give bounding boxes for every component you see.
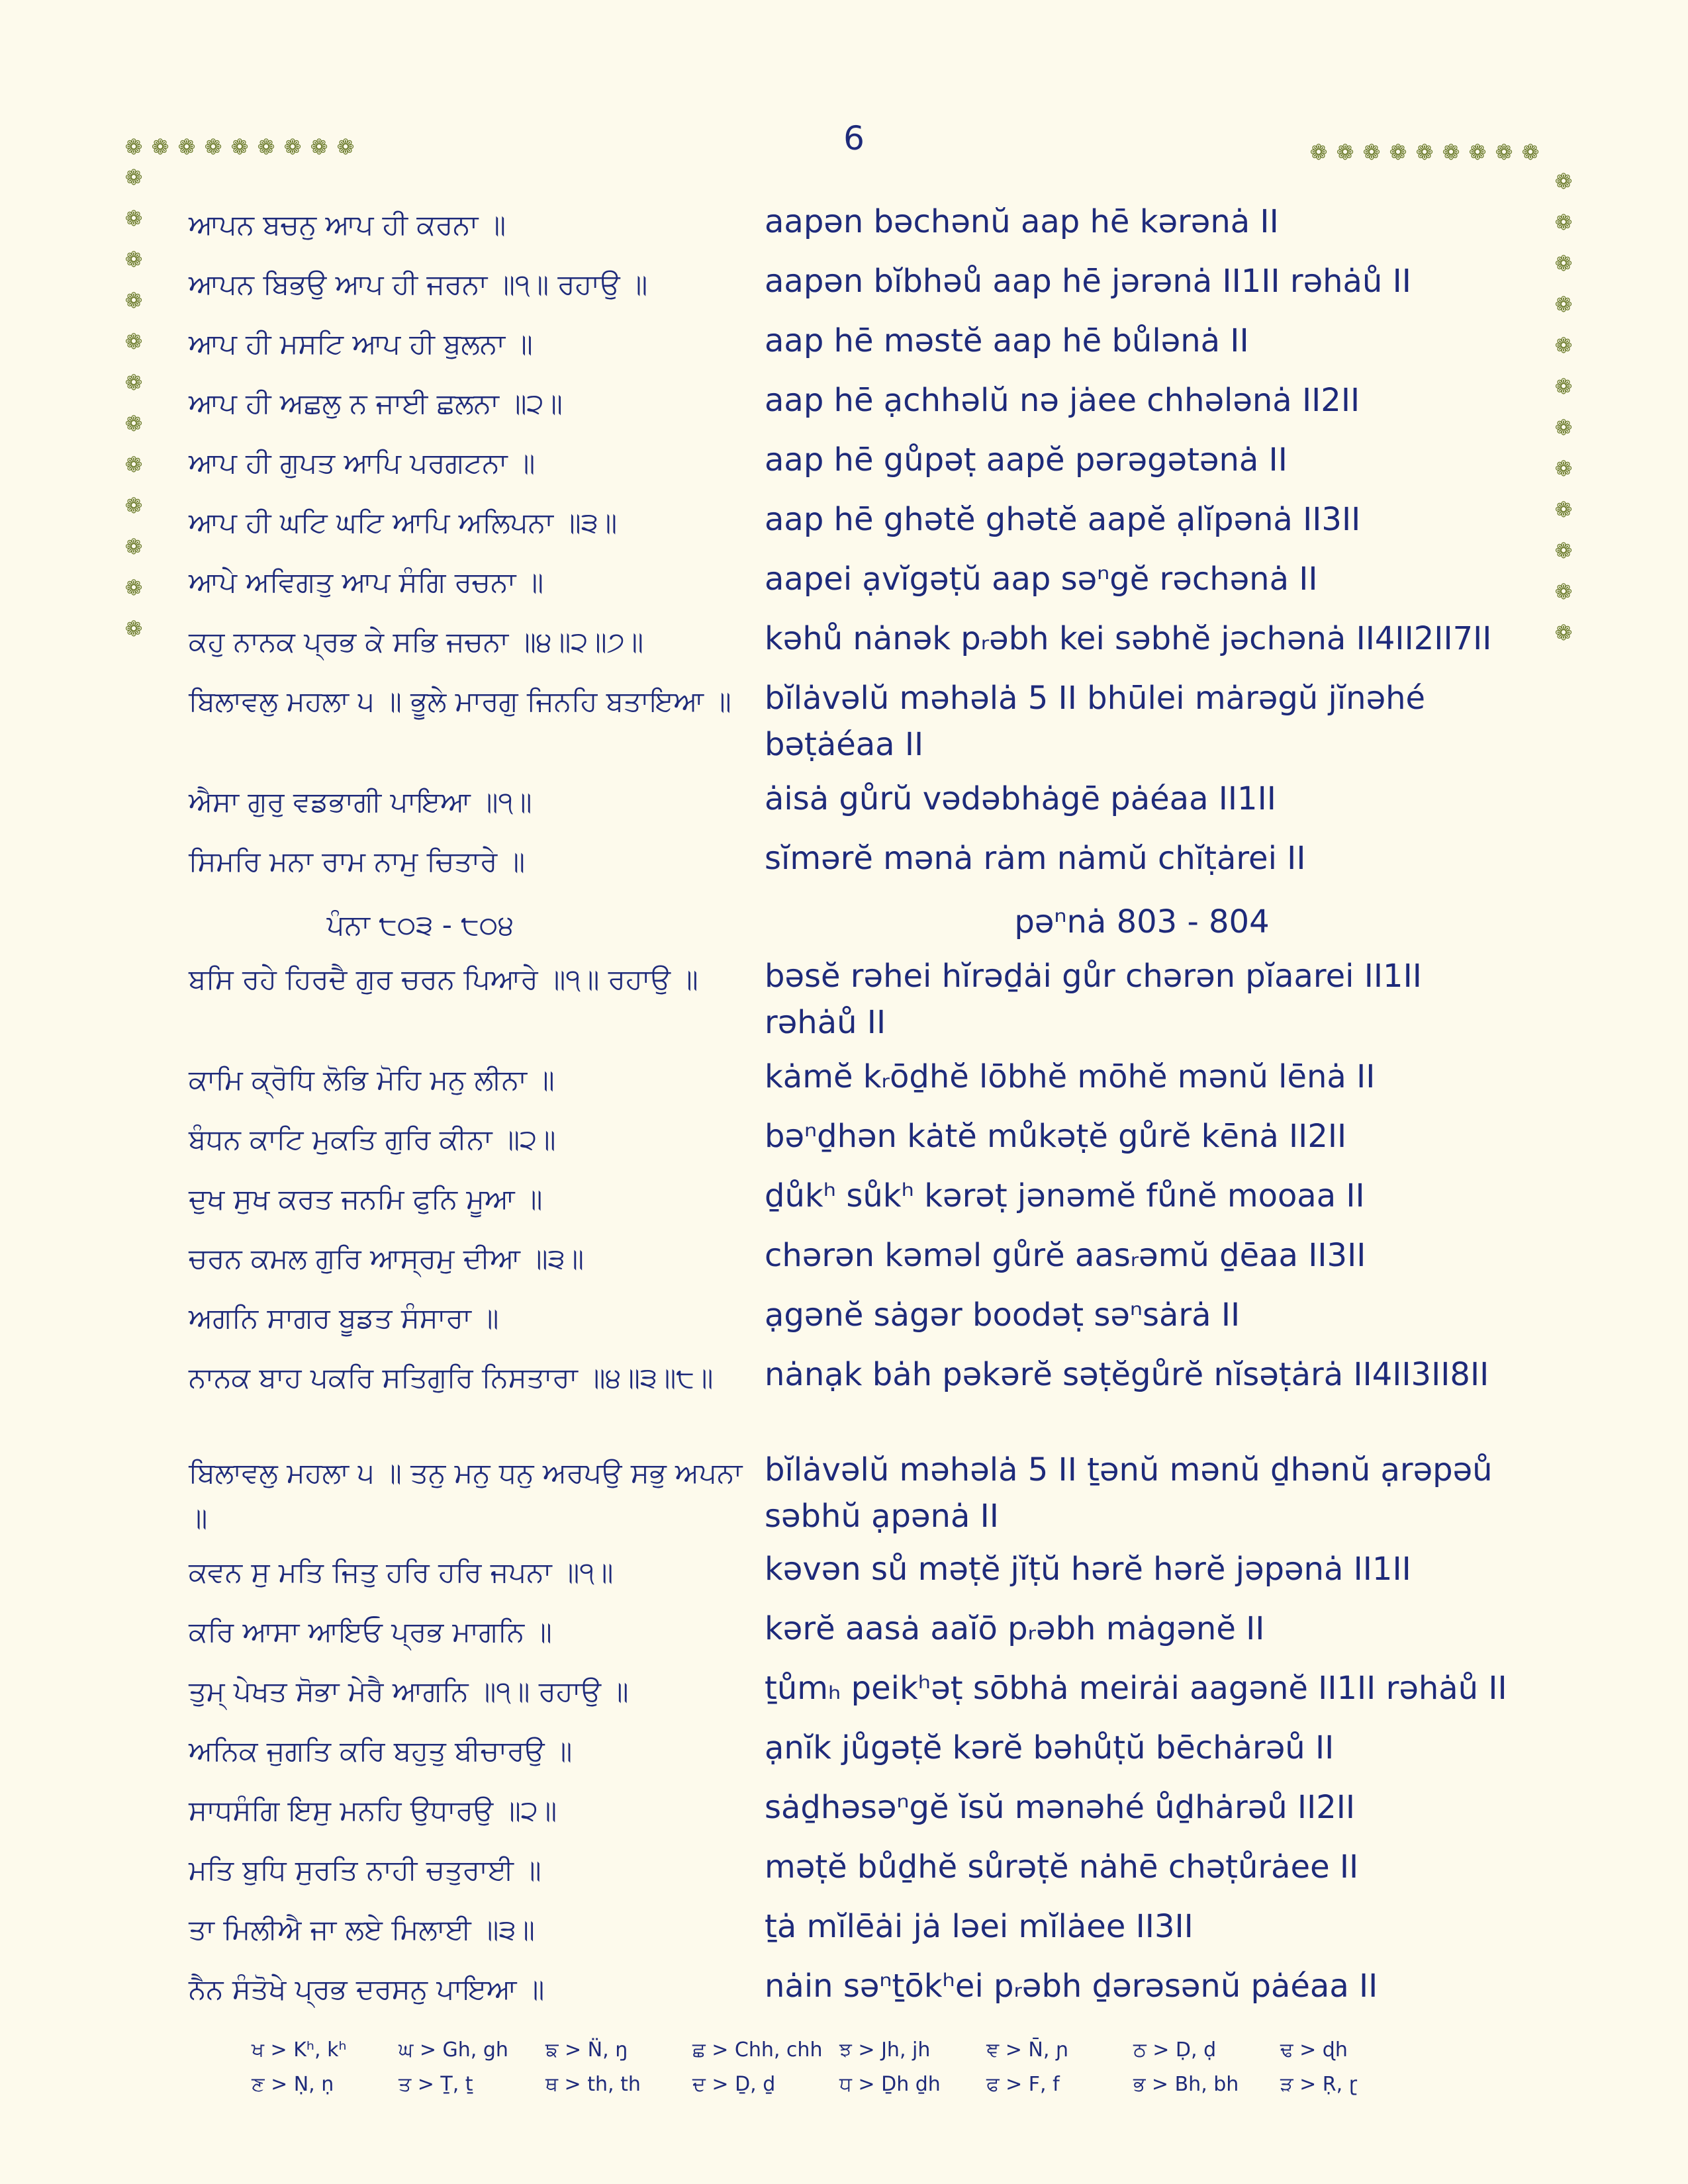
top-right-border bbox=[1308, 142, 1541, 163]
gurmukhi-text: ਨੈਨ ਸੰਤੋਖੇ ਪ੍ਰਭ ਦਰਸਨੁ ਪਾਇਆ ॥ bbox=[189, 1973, 545, 2005]
verse-line bbox=[189, 1784, 1526, 1833]
key-entry: ਛ > Chh, chh bbox=[692, 2038, 823, 2062]
gurmukhi-text: ਆਪਨ ਬਚਨੁ ਆਪ ਹੀ ਕਰਨਾ ॥ bbox=[189, 208, 506, 241]
gurmukhi-text: ਕਹੁ ਨਾਨਕ ਪ੍ਰਭ ਕੇ ਸਭਿ ਜਚਨਾ ॥੪॥੨॥੭॥ bbox=[189, 625, 644, 658]
flower-icon: ❁ bbox=[283, 134, 302, 159]
transliteration-text: nȧin səⁿṯōkʰei pᵣəbh ḏərəsənŭ pȧéaa II bbox=[765, 1968, 1378, 2005]
flower-icon: ❁ bbox=[1336, 140, 1354, 165]
verse-line bbox=[189, 1606, 1526, 1655]
verse-line bbox=[189, 1054, 1526, 1103]
flower-icon: ❁ bbox=[177, 134, 196, 159]
gurmukhi-text: ਬੰਧਨ ਕਾਟਿ ਮੁਕਤਿ ਗੁਰਿ ਕੀਨਾ ॥੨॥ bbox=[189, 1123, 556, 1156]
verse-line bbox=[189, 1725, 1526, 1774]
transliteration-text: ḏůkʰ sůkʰ kərəṭ jənəmĕ fůnĕ mooaa II bbox=[765, 1177, 1365, 1214]
gurmukhi-text: ਤਾ ਮਿਲੀਐ ਜਾ ਲਏ ਮਿਲਾਈ ॥੩॥ bbox=[189, 1913, 535, 1946]
transliteration-text: sĭmərĕ mənȧ rȧm nȧmŭ chĭṭȧrei II bbox=[765, 840, 1306, 877]
gurmukhi-text: ਦੁਖ ਸੁਖ ਕਰਤ ਜਨਮਿ ਫੁਨਿ ਮੂਆ ॥ bbox=[189, 1183, 543, 1215]
flower-icon: ❁ bbox=[1389, 140, 1407, 165]
transliteration-text: chərən kəməl gůrĕ aasᵣəmŭ ḏēaa II3II bbox=[765, 1237, 1366, 1274]
gurmukhi-text: ਸਿਮਰਿ ਮਨਾ ਰਾਮ ਨਾਮੁ ਚਿਤਾਰੇ ॥ bbox=[189, 845, 526, 878]
gurmukhi-text: ਮਤਿ ਬੁਧਿ ਸੁਰਤਿ ਨਾਹੀ ਚਤੁਰਾਈ ॥ bbox=[189, 1854, 541, 1886]
transliteration-text: kərĕ aasȧ aaĭō pᵣəbh mȧgənĕ II bbox=[765, 1610, 1265, 1647]
key-entry: ਠ > Ḍ, ḍ bbox=[1133, 2038, 1217, 2062]
verse-line bbox=[189, 496, 1526, 545]
key-entry: ਫ > F, f bbox=[986, 2073, 1060, 2096]
transliteration-text: aapən bĭbhəů aap hē jərənȧ II1II rəhȧů II bbox=[765, 263, 1411, 300]
verse-line bbox=[189, 1447, 1526, 1541]
verse-line bbox=[189, 437, 1526, 486]
right-border bbox=[1553, 171, 1574, 643]
transliteration-text: aapən bəchənŭ aap hē kərənȧ II bbox=[765, 203, 1279, 240]
verse-line bbox=[189, 1292, 1526, 1341]
gurmukhi-text: ਆਪਨ ਬਿਭਉ ਆਪ ਹੀ ਜਰਨਾ ॥੧॥ ਰਹਾਉ ॥ bbox=[189, 268, 648, 300]
transliteration-text: bəsĕ rəhei hĭrəḏȧi gůr chərən pĭaarei II1II rəhȧů II bbox=[765, 958, 1422, 1041]
flower-icon: ❁ bbox=[124, 165, 143, 190]
transliteration-text: bĭlȧvəlŭ məhəlȧ 5 II bhūlei mȧrəgŭ jĭnəhé bəṭȧéaa II bbox=[765, 680, 1426, 763]
gurmukhi-text: ਬਿਲਾਵਲੁ ਮਹਲਾ ੫ ॥ ਤਨੁ ਮਨੁ ਧਨੁ ਅਰਪਉ ਸਭੁ ਅਪਨਾ ॥ bbox=[189, 1457, 743, 1534]
verse-line bbox=[189, 1844, 1526, 1893]
left-border bbox=[123, 167, 144, 639]
flower-icon: ❁ bbox=[1309, 140, 1328, 165]
verse-line bbox=[189, 1665, 1526, 1714]
flower-icon: ❁ bbox=[1495, 140, 1513, 165]
transliteration-text: nȧnạk bȧh pəkərĕ səṭĕgůrĕ nĭsəṭȧrȧ II4II3II8II bbox=[765, 1356, 1489, 1393]
gurmukhi-page-range: ਪੰਨਾ ੮੦੩ - ੮੦੪ bbox=[326, 909, 514, 941]
key-entry: ਤ > Ṯ, ṯ bbox=[399, 2073, 473, 2096]
flower-icon: ❁ bbox=[1362, 140, 1381, 165]
flower-icon: ❁ bbox=[124, 288, 143, 313]
transliteration-text: ṯůmₕ peikʰəṭ sōbhȧ meirȧi aagənĕ II1II rəhȧů II bbox=[765, 1670, 1507, 1707]
verse-line bbox=[189, 1232, 1526, 1281]
flower-icon: ❁ bbox=[124, 616, 143, 641]
verse-line bbox=[189, 953, 1526, 1041]
flower-icon: ❁ bbox=[230, 134, 249, 159]
key-entry: ਭ > Bh, bh bbox=[1133, 2073, 1239, 2096]
flower-icon: ❁ bbox=[1415, 140, 1434, 165]
gurmukhi-text: ਆਪ ਹੀ ਮਸਟਿ ਆਪ ਹੀ ਬੁਲਨਾ ॥ bbox=[189, 328, 533, 360]
gurmukhi-text: ਨਾਨਕ ਬਾਹ ਪਕਰਿ ਸਤਿਗੁਰਿ ਨਿਸਤਾਰਾ ॥੪॥੩॥੮॥ bbox=[189, 1361, 714, 1394]
transliteration-text: aap hē ạchhəlŭ nə jȧee chhələnȧ II2II bbox=[765, 382, 1360, 419]
gurmukhi-text: ਆਪ ਹੀ ਘਟਿ ਘਟਿ ਆਪਿ ਅਲਿਪਨਾ ॥੩॥ bbox=[189, 506, 618, 539]
flower-icon: ❁ bbox=[124, 247, 143, 272]
top-left-border bbox=[123, 136, 356, 158]
key-entry: ਙ > N̈, ŋ bbox=[545, 2038, 628, 2062]
key-entry: ਢ > ɖh bbox=[1280, 2038, 1348, 2062]
flower-icon: ❁ bbox=[1554, 620, 1573, 645]
transliteration-text: aap hē gůpəṭ aapĕ pərəgətənȧ II bbox=[765, 441, 1288, 478]
flower-icon: ❁ bbox=[310, 134, 328, 159]
verse-line bbox=[189, 675, 1526, 763]
verse-line bbox=[189, 1963, 1526, 2012]
flower-icon: ❁ bbox=[336, 134, 355, 159]
verse-line bbox=[189, 1113, 1526, 1162]
flower-icon: ❁ bbox=[204, 134, 222, 159]
gurmukhi-text: ਅਗਨਿ ਸਾਗਰ ਬੂਡਤ ਸੰਸਾਰਾ ॥ bbox=[189, 1302, 499, 1334]
key-entry: ਝ > Jh, jh bbox=[839, 2038, 931, 2062]
flower-icon: ❁ bbox=[124, 411, 143, 436]
transliteration-key-row bbox=[252, 2073, 1443, 2096]
flower-icon: ❁ bbox=[1554, 538, 1573, 563]
gurmukhi-text: ਬਿਲਾਵਲੁ ਮਹਲਾ ੫ ॥ ਭੂਲੇ ਮਾਰਗੁ ਜਿਨਹਿ ਬਤਾਇਆ ॥ bbox=[189, 685, 731, 717]
flower-icon: ❁ bbox=[1554, 251, 1573, 276]
key-entry: ਖ > Kʰ, kʰ bbox=[252, 2038, 347, 2062]
flower-icon: ❁ bbox=[1554, 456, 1573, 481]
transliteration-text: ṯȧ mĭlēȧi jȧ ləei mĭlȧee II3II bbox=[765, 1908, 1194, 1945]
page-range-text: pəⁿnȧ 803 - 804 bbox=[1014, 903, 1270, 940]
verse-line bbox=[189, 1173, 1526, 1222]
transliteration-text: ạnĭk jůgəṭĕ kərĕ bəhůṭŭ bēchȧrəů II bbox=[765, 1729, 1335, 1766]
gurmukhi-text: ਆਪ ਹੀ ਅਛਲੁ ਨ ਜਾਈ ਛਲਨਾ ॥੨॥ bbox=[189, 387, 563, 420]
gurmukhi-text: ਚਰਨ ਕਮਲ ਗੁਰਿ ਆਸ੍ਰਮੁ ਦੀਆ ॥੩॥ bbox=[189, 1242, 585, 1275]
key-entry: ਣ > Ṇ, ṇ bbox=[252, 2073, 334, 2096]
flower-icon: ❁ bbox=[124, 452, 143, 477]
flower-icon: ❁ bbox=[1554, 497, 1573, 522]
verse-line bbox=[189, 615, 1526, 664]
gurmukhi-text: ਕਰਿ ਆਸਾ ਆਇਓ ਪ੍ਰਭ ਮਾਗਨਿ ॥ bbox=[189, 1615, 552, 1648]
transliteration-text: aap hē ghətĕ ghətĕ aapĕ ạlĭpənȧ II3II bbox=[765, 501, 1361, 538]
transliteration-text: bəⁿḏhən kȧtĕ můkəṭĕ gůrĕ kēnȧ II2II bbox=[765, 1118, 1347, 1155]
verse-line bbox=[189, 1546, 1526, 1595]
verse-line bbox=[189, 199, 1526, 248]
transliteration-text: ạgənĕ sȧgər boodəṭ səⁿsȧrȧ II bbox=[765, 1297, 1241, 1334]
key-entry: ਥ > th, th bbox=[545, 2073, 641, 2096]
flower-icon: ❁ bbox=[124, 370, 143, 395]
verse-line bbox=[189, 1351, 1526, 1400]
verse-line bbox=[189, 318, 1526, 367]
flower-icon: ❁ bbox=[1554, 374, 1573, 399]
gurmukhi-text: ਤੁਮ੍ ਪੇਖਤ ਸੋਭਾ ਮੇਰੈ ਆਗਨਿ ॥੧॥ ਰਹਾਉ ॥ bbox=[189, 1675, 629, 1707]
flower-icon: ❁ bbox=[1554, 333, 1573, 358]
transliteration-text: məṭĕ bůḏhĕ sůrəṭĕ nȧhē chəṭůrȧee II bbox=[765, 1848, 1359, 1886]
flower-icon: ❁ bbox=[151, 134, 169, 159]
gurmukhi-text: ਕਵਨ ਸੁ ਮਤਿ ਜਿਤੁ ਹਰਿ ਹਰਿ ਜਪਨਾ ॥੧॥ bbox=[189, 1556, 614, 1588]
transliteration-text: sȧḏhəsəⁿgĕ ĭsŭ mənəhé ůḏhȧrəů II2II bbox=[765, 1789, 1356, 1826]
verse-line bbox=[189, 556, 1526, 605]
flower-icon: ❁ bbox=[124, 134, 143, 159]
transliteration-text: aapei ạvĭgəṭŭ aap səⁿgĕ rəchənȧ II bbox=[765, 561, 1318, 598]
transliteration-text: ȧisȧ gůrŭ vədəbhȧgē pȧéaa II1II bbox=[765, 780, 1276, 817]
transliteration-text: bĭlȧvəlŭ məhəlȧ 5 II ṯənŭ mənŭ ḏhənŭ ạrəpəů səbhŭ ạpənȧ II bbox=[765, 1451, 1493, 1535]
flower-icon: ❁ bbox=[1554, 210, 1573, 235]
key-entry: ਧ > Ḏh ḏh bbox=[839, 2073, 941, 2096]
flower-icon: ❁ bbox=[1554, 292, 1573, 317]
key-entry: ਘ > Gh, gh bbox=[399, 2038, 508, 2062]
gurmukhi-text: ਬਸਿ ਰਹੇ ਹਿਰਦੈ ਗੁਰ ਚਰਨ ਪਿਆਰੇ ॥੧॥ ਰਹਾਉ ॥ bbox=[189, 963, 698, 995]
verse-line bbox=[189, 776, 1526, 825]
flower-icon: ❁ bbox=[124, 329, 143, 354]
gurmukhi-text: ਕਾਮਿ ਕ੍ਰੋਧਿ ਲੋਭਿ ਮੋਹਿ ਮਨੁ ਲੀਨਾ ॥ bbox=[189, 1064, 555, 1096]
flower-icon: ❁ bbox=[1442, 140, 1460, 165]
key-entry: ਞ > N̄, ɲ bbox=[986, 2038, 1069, 2062]
gurmukhi-text: ਆਪੇ ਅਵਿਗਤੁ ਆਪ ਸੰਗਿ ਰਚਨਾ ॥ bbox=[189, 566, 544, 598]
flower-icon: ❁ bbox=[1554, 579, 1573, 604]
transliteration-text: kȧmĕ kᵣōḏhĕ lōbhĕ mōhĕ mənŭ lēnȧ II bbox=[765, 1058, 1376, 1095]
flower-icon: ❁ bbox=[1521, 140, 1540, 165]
page-range-heading bbox=[189, 899, 1526, 948]
flower-icon: ❁ bbox=[1554, 169, 1573, 194]
flower-icon: ❁ bbox=[124, 575, 143, 600]
flower-icon: ❁ bbox=[1468, 140, 1487, 165]
flower-icon: ❁ bbox=[1554, 415, 1573, 440]
transliteration-text: kəvən sů məṭĕ jĭṭŭ hərĕ hərĕ jəpənȧ II1II bbox=[765, 1551, 1411, 1588]
verse-line bbox=[189, 1903, 1526, 1952]
transliteration-key-row bbox=[252, 2038, 1443, 2062]
verse-line bbox=[189, 835, 1526, 884]
verse-line bbox=[189, 377, 1526, 426]
flower-icon: ❁ bbox=[124, 493, 143, 518]
verse-line bbox=[189, 258, 1526, 307]
gurmukhi-text: ਆਪ ਹੀ ਗੁਪਤ ਆਪਿ ਪਰਗਟਨਾ ॥ bbox=[189, 447, 536, 479]
gurmukhi-text: ਸਾਧਸੰਗਿ ਇਸੁ ਮਨਹਿ ਉਧਾਰਉ ॥੨॥ bbox=[189, 1794, 557, 1827]
gurmukhi-text: ਐਸਾ ਗੁਰੁ ਵਡਭਾਗੀ ਪਾਇਆ ॥੧॥ bbox=[189, 786, 532, 818]
transliteration-text: kəhů nȧnək pᵣəbh kei səbhĕ jəchənȧ II4II2II7II bbox=[765, 620, 1492, 657]
flower-icon: ❁ bbox=[124, 534, 143, 559]
transliteration-text: aap hē məstĕ aap hē bůlənȧ II bbox=[765, 322, 1249, 359]
key-entry: ੜ > Ṛ, ɽ bbox=[1280, 2073, 1358, 2096]
flower-icon: ❁ bbox=[124, 206, 143, 231]
key-entry: ਦ > Ḏ, ḏ bbox=[692, 2073, 776, 2096]
flower-icon: ❁ bbox=[257, 134, 275, 159]
gurmukhi-text: ਅਨਿਕ ਜੁਗਤਿ ਕਰਿ ਬਹੁਤੁ ਬੀਚਾਰਉ ॥ bbox=[189, 1735, 573, 1767]
page-number: 6 bbox=[843, 119, 865, 158]
